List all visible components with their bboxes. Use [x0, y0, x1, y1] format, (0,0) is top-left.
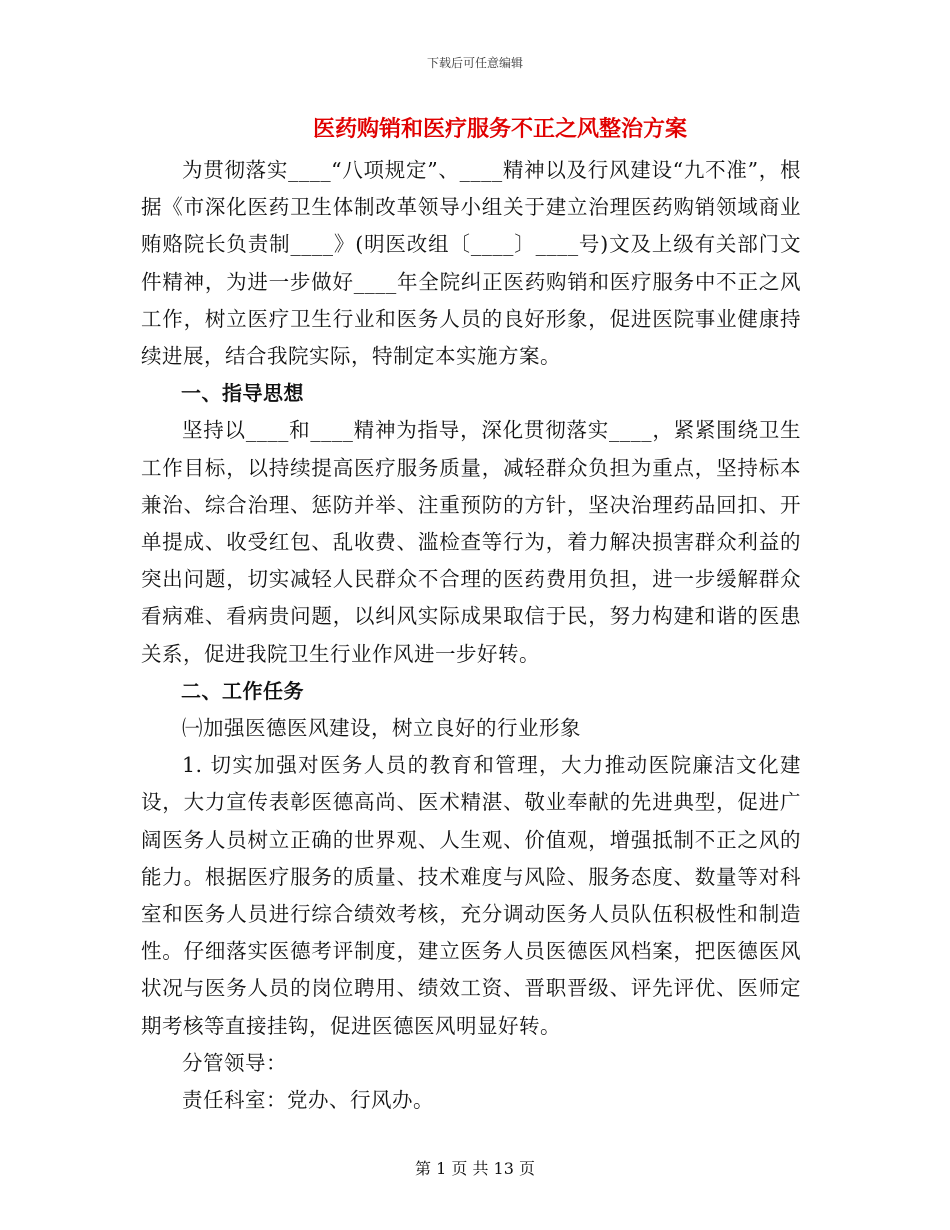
subsection-heading: ㈠加强医德医风建设，树立良好的行业形象 [182, 716, 581, 741]
section-heading-guiding: 一、指导思想 [181, 381, 304, 406]
leader-line: 分管领导： [182, 1050, 287, 1075]
page-header-note: 下载后可任意编辑 [426, 56, 523, 70]
department-line: 责任科室：党办、行风办。 [182, 1088, 434, 1113]
task-item-1: 1. 切实加强对医务人员的教育和管理，大力推动医院廉洁文化建设，大力宣传表彰医德高尚、医术精湛、敬业奉献的先进典型，促进广阔医务人员树立正确的世界观、人生观、价值观，增强抵制不正之风的能力。根据医疗服务的质量、技术难度与风险、服务态度、数量等对科室和医务人员进行综合绩效考核，充分调动医务人员队伍积极性和制造性。仔细落实医德考评制度，建立医务人员医德医风档案，把医德医风状况与医务人员的岗位聘用、绩效工资、晋职晋级、评先评优、医师定期考核等直接挂钩，促进医德医风明显好转。 [141, 753, 801, 1038]
page-number: 第 1 页 共 13 页 [415, 1159, 535, 1178]
intro-paragraph: 为贯彻落实____“八项规定”、____精神以及行风建设“九不准”，根据《市深化医药卫生体制改革领导小组关于建立治理医药购销领域商业贿赂院长负责制____》(明医改组〔____〕____号)文及上级有关部门文件精神，为进一步做好____年全院纠正医药购销和医疗服务中不正之风工作，树立医疗卫生行业和医务人员的良好形象，促进医院事业健康持续进展，结合我院实际，特制定本实施方案。 [141, 158, 801, 369]
section-heading-tasks: 二、工作任务 [181, 678, 304, 703]
document-body [141, 152, 801, 1119]
guiding-paragraph: 坚持以____和____精神为指导，深化贯彻落实____，紧紧围绕卫生工作目标，以持续提高医疗服务质量，减轻群众负担为重点，坚持标本兼治、综合治理、惩防并举、注重预防的方针，坚决治理药品回扣、开单提成、收受红包、乱收费、滥检查等行为，着力解决损害群众利益的突出问题，切实减轻人民群众不合理的医药费用负担，进一步缓解群众看病难、看病贵问题，以纠风实际成果取信于民，努力构建和谐的医患关系，促进我院卫生行业作风进一步好转。 [141, 418, 801, 666]
document-title: 医药购销和医疗服务不正之风整治方案 [312, 117, 687, 142]
